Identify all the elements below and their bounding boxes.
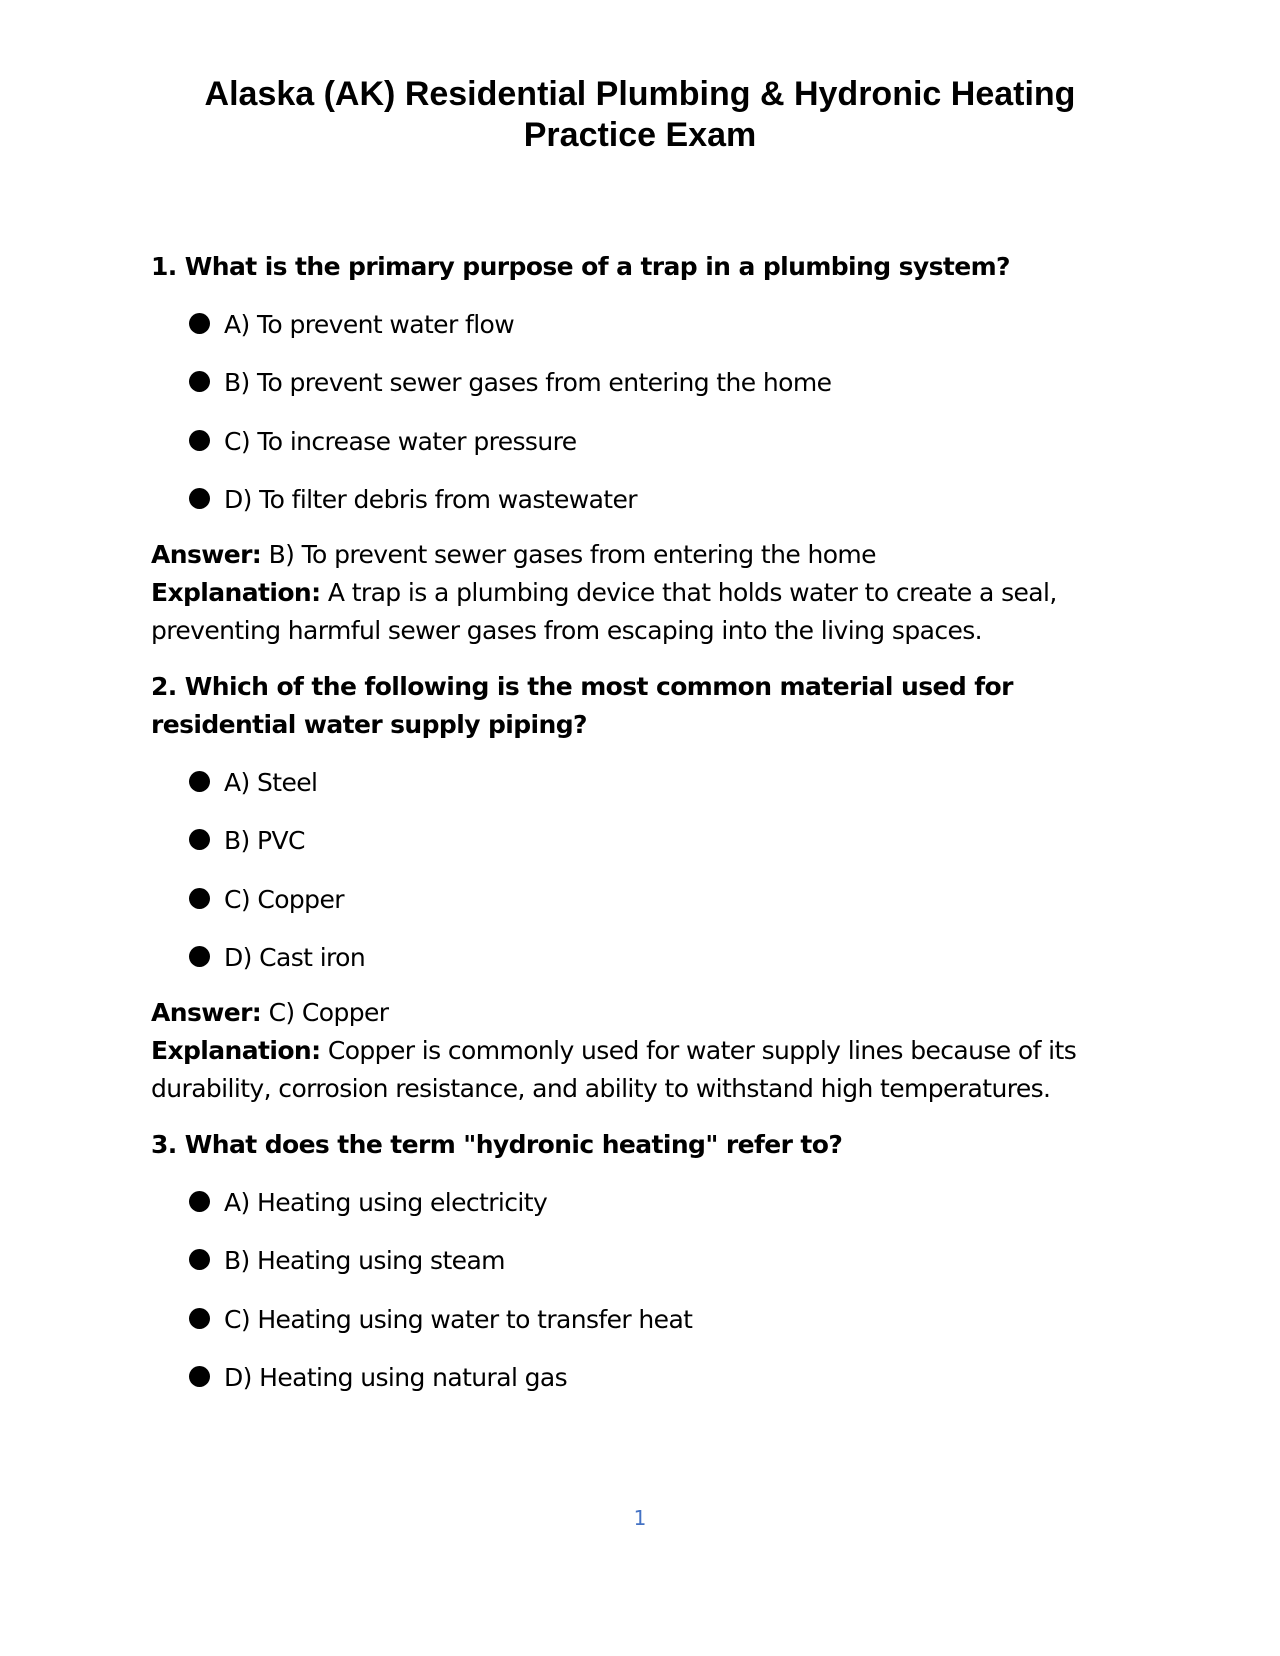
explanation-text: A trap is a plumbing device that holds water to create a seal, preventing harmful sewer gases from escaping into the living spaces. [151, 578, 1057, 645]
answer-option [189, 1244, 505, 1278]
document-title-line-1: Alaska (AK) Residential Plumbing & Hydronic Heating [204, 75, 1076, 113]
bullet-icon [189, 1191, 210, 1212]
option-text: C) To increase water pressure [224, 427, 577, 456]
document-title-line-2: Practice Exam [523, 116, 757, 154]
option-text: A) To prevent water flow [224, 310, 515, 339]
answer-text: C) Copper [268, 998, 389, 1027]
page-number: 1 [633, 1506, 647, 1530]
question-text: 3. What does the term "hydronic heating" refer to? [151, 1130, 843, 1159]
question-text: 1. What is the primary purpose of a trap in a plumbing system? [151, 252, 1010, 281]
option-text: A) Heating using electricity [224, 1188, 548, 1217]
option-text: D) Heating using natural gas [224, 1363, 568, 1392]
explanation-label: Explanation: [151, 1036, 321, 1065]
answer-block [151, 536, 1111, 650]
bullet-icon [189, 1366, 210, 1387]
bullet-icon [189, 771, 210, 792]
answer-line [151, 536, 1111, 574]
option-text: C) Copper [224, 885, 344, 914]
answer-label: Answer: [151, 540, 262, 569]
bullet-icon [189, 1308, 210, 1329]
option-text: D) Cast iron [224, 943, 366, 972]
explanation-line [151, 1032, 1111, 1108]
bullet-icon [189, 313, 210, 334]
answer-option [189, 483, 637, 517]
bullet-icon [189, 371, 210, 392]
bullet-icon [189, 1249, 210, 1270]
option-text: B) PVC [224, 826, 305, 855]
bullet-icon [189, 430, 210, 451]
answer-label: Answer: [151, 998, 262, 1027]
answer-block [151, 994, 1111, 1108]
answer-option [189, 308, 514, 342]
bullet-icon [189, 829, 210, 850]
answer-option [189, 425, 577, 459]
question-text: 2. Which of the following is the most common material used for residential water supply piping? [151, 672, 1013, 739]
answer-option [189, 824, 305, 858]
explanation-line [151, 574, 1111, 650]
option-text: C) Heating using water to transfer heat [224, 1305, 693, 1334]
option-text: B) Heating using steam [224, 1246, 505, 1275]
option-text: B) To prevent sewer gases from entering the home [224, 368, 832, 397]
answer-option [189, 883, 344, 917]
answer-line [151, 994, 1111, 1032]
answer-option [189, 1361, 567, 1395]
answer-text: B) To prevent sewer gases from entering the home [268, 540, 876, 569]
answer-option [189, 941, 365, 975]
answer-option [189, 766, 317, 800]
explanation-text: Copper is commonly used for water supply lines because of its durability, corrosion resistance, and ability to withstand high temperatures. [151, 1036, 1077, 1103]
answer-option [189, 366, 831, 400]
explanation-label: Explanation: [151, 578, 321, 607]
option-text: D) To filter debris from wastewater [224, 485, 637, 514]
option-text: A) Steel [224, 768, 318, 797]
bullet-icon [189, 488, 210, 509]
bullet-icon [189, 946, 210, 967]
answer-option [189, 1186, 547, 1220]
bullet-icon [189, 888, 210, 909]
answer-option [189, 1303, 692, 1337]
